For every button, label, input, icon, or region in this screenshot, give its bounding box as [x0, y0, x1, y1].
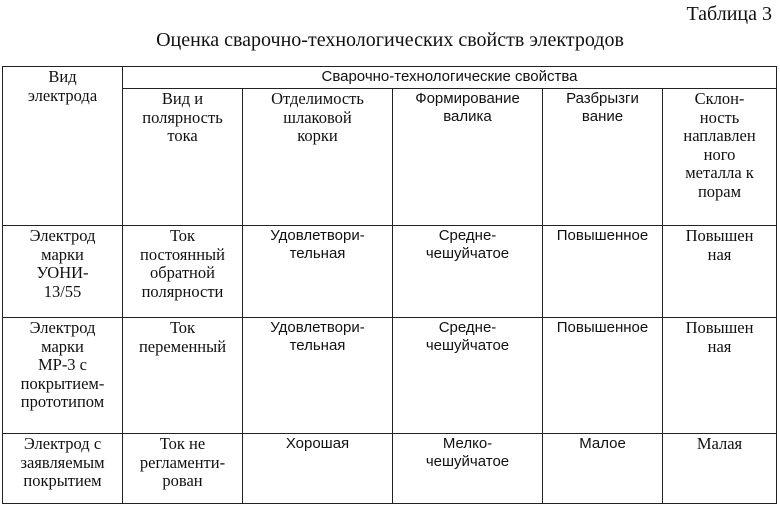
table-row: [3, 226, 777, 318]
cell-spatter-text: Малое: [579, 435, 626, 452]
cell-electrode-text: Электрод с заявляемым покрытием: [20, 434, 105, 490]
cell-spatter-text: Повышенное: [556, 227, 649, 244]
header-bead-text: Формирование валика: [415, 90, 520, 125]
cell-bead: [393, 226, 543, 318]
cell-slag: [243, 434, 393, 504]
cell-bead: [393, 434, 543, 504]
header-properties-group: [123, 67, 777, 89]
header-electrode-type: [3, 67, 123, 226]
cell-current-text: Ток переменный: [138, 318, 227, 356]
cell-electrode: [3, 226, 123, 318]
cell-slag: [243, 318, 393, 434]
header-current-text: Вид и полярность тока: [142, 89, 223, 145]
cell-spatter: [543, 226, 663, 318]
header-electrode-type-text: Вид электрода: [27, 67, 98, 105]
header-slag-text: Отделимость шлаковой корки: [271, 89, 364, 145]
cell-slag-text: Удовлетвори- тельная: [270, 319, 365, 354]
header-properties-group-text: Сварочно-технологические свойства: [321, 68, 578, 85]
cell-spatter: [543, 318, 663, 434]
cell-porosity: [663, 226, 777, 318]
cell-porosity-text: Повышен ная: [685, 318, 754, 356]
table-row: [3, 434, 777, 504]
cell-current-text: Ток не регламенти- рован: [139, 434, 226, 490]
cell-bead: [393, 318, 543, 434]
table-label: Таблица 3: [686, 3, 772, 25]
cell-electrode: [3, 318, 123, 434]
cell-electrode: [3, 434, 123, 504]
cell-slag-text: Хорошая: [285, 435, 350, 452]
header-row-group: [3, 67, 777, 89]
table-row: [3, 318, 777, 434]
cell-porosity: [663, 318, 777, 434]
cell-porosity-text: Малая: [696, 434, 743, 453]
cell-electrode-text: Электрод марки УОНИ- 13/55: [29, 226, 96, 301]
table-title: Оценка сварочно-технологических свойств электродов: [156, 29, 624, 51]
header-porosity-text: Склон- ность наплавлен ного металла к порам: [683, 89, 756, 201]
header-porosity: [663, 89, 777, 226]
cell-porosity-text: Повышен ная: [685, 226, 754, 264]
cell-porosity: [663, 434, 777, 504]
header-bead: [393, 89, 543, 226]
properties-table: [2, 66, 777, 504]
cell-current-text: Ток постоянный обратной полярности: [140, 226, 225, 301]
cell-slag: [243, 226, 393, 318]
cell-spatter: [543, 434, 663, 504]
cell-bead-text: Мелко- чешуйчатое: [425, 435, 510, 470]
cell-slag-text: Удовлетвори- тельная: [270, 227, 365, 262]
header-spatter-text: Разбрызги вание: [566, 90, 639, 125]
header-spatter: [543, 89, 663, 226]
cell-bead-text: Средне- чешуйчатое: [425, 227, 510, 262]
cell-current: [123, 318, 243, 434]
cell-current: [123, 434, 243, 504]
cell-electrode-text: Электрод марки МР-3 с покрытием- прототипом: [20, 318, 105, 411]
cell-bead-text: Средне- чешуйчатое: [425, 319, 510, 354]
header-slag: [243, 89, 393, 226]
header-current: [123, 89, 243, 226]
cell-spatter-text: Повышенное: [556, 319, 649, 336]
cell-current: [123, 226, 243, 318]
